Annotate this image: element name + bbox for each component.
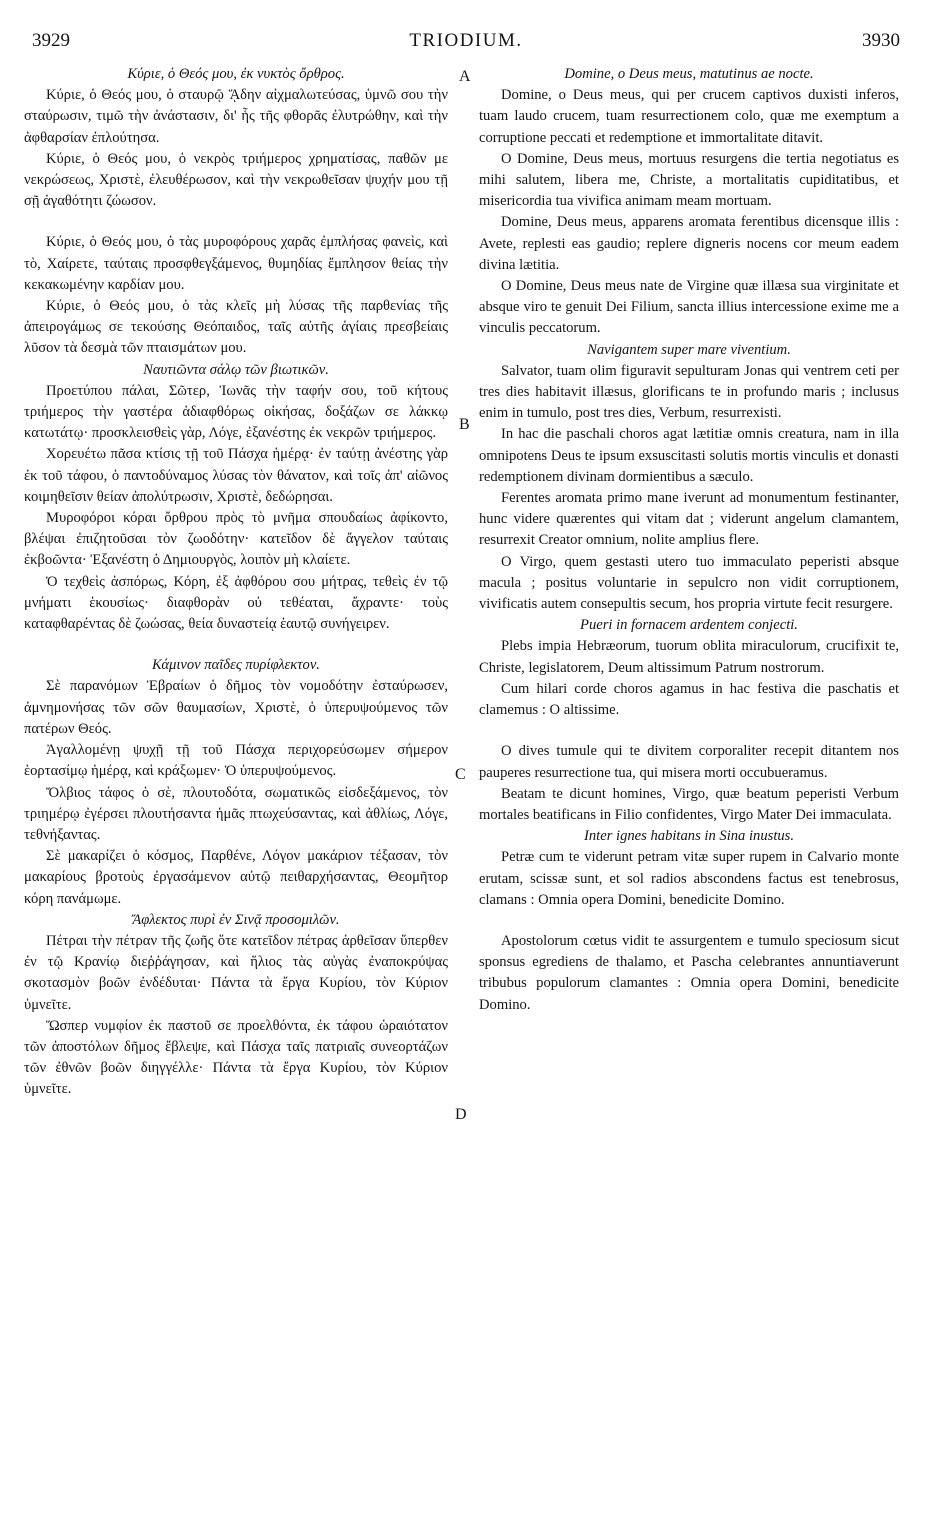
paragraph-gap (24, 212, 448, 232)
paragraph: Cum hilari corde choros agamus in hac festiva die paschatis et clamemus : O altissime. (479, 680, 899, 719)
paragraph: Plebs impia Hebræorum, tuorum oblita miraculorum, crucifixit te, Christe, legislatorem, Deum altissimum Patrum nostrorum. (479, 638, 899, 676)
paragraph: Petræ cum te viderunt petram vitæ super rupem in Calvario monte erutam, scissæ sunt, et sol radios abscondens factus est tenebrosus, clamans : Omnia opera Domini, benedicite Domino. (479, 849, 899, 908)
margin-letter-b: B (459, 416, 470, 433)
margin-letter-c: C (455, 766, 466, 783)
paragraph: O Virgo, quem gestasti utero tuo immaculato peperisti absque macula ; positus voluntarie in sepulcro non vidit corruptionem, vivificatis autem consepultis secum, hos propria virtute fecit resurgere. (479, 553, 899, 613)
margin-letter-d: D (455, 1106, 467, 1123)
paragraph: Κύριε, ὁ Θεός μου, ὁ σταυρῷ ᾍδην αἰχμαλωτεύσας, ὑμνῶ σου τὴν σταύρωσιν, τιμῶ τὴν ἀνάστασιν, δι' ἧς τῆς φθορᾶς ἐλυτρώθην, καὶ τὴν ἀφθαρσίαν ἐπλούτησα. (24, 87, 448, 146)
paragraph: Salvator, tuam olim figuravit sepulturam Jonas qui ventrem ceti per tres dies habitavit illæsus, glorificans te in profundo maris ; inclusus enim in tumulo, post tres dies, Verbum, resurrexisti. (479, 362, 899, 422)
paragraph: In hac die paschali choros agat lætitiæ omnis creatura, nam in illa omnipotens Deus te ipsum exsuscitasti solutis mortis vinculis et donasti redemptionem divinam dormientibus a sæculo. (479, 426, 899, 485)
paragraph: Σὲ μακαρίζει ὁ κόσμος, Παρθένε, Λόγον μακάριον τέξασαν, τὸν μακαρίους βροτοὺς ἐργασάμενον αὐτῷ πειθαρχήσαντας, Θεομῆτορ κόρη πανάμωμε. (24, 848, 448, 907)
paragraph: Κύριε, ὁ Θεός μου, ὁ νεκρὸς τριήμερος χρηματίσας, παθῶν με νεκρώσεως, Χριστὲ, ἐλευθέρωσον, καὶ τὴν νεκρωθεῖσαν ψυχήν μου τῇ σῇ ἀγαθότητι ζώωσον. (24, 150, 448, 210)
latin-column (479, 64, 899, 1016)
running-head (32, 30, 900, 52)
greek-column (24, 64, 448, 1101)
paragraph: Ὥσπερ νυμφίον ἐκ παστοῦ σε προελθόντα, ἐκ τάφου ὡραιότατον τῶν ἀποστόλων δῆμος ἔβλεψε, καὶ Πάσχα ταῖς πατριαῖς συνεορτάζων τῶν ἐθνῶν βοῶν διηγγέλλε· Πάντα τὰ ἔργα Κυρίου, τὸν Κύριον ὑμνεῖτε. (24, 1017, 448, 1098)
paragraph: Apostolorum cœtus vidit te assurgentem e tumulo speciosum sicut sponsus egrediens de thalamo, et Pascha celebrantes annuntiaverunt tribubus populorum clamantes : Omnia opera Domini, benedicite Domino. (479, 932, 899, 1013)
paragraph: Domine, Deus meus, apparens aromata ferentibus dicensque illis : Avete, replesti eas gaudio; replere digneris nocens cor meum eadem divina lætitia. (479, 214, 899, 273)
paragraph: Μυροφόροι κόραι ὄρθρου πρὸς τὸ μνῆμα σπουδαίως ἀφίκοντο, βλέψαι ἐπιζητοῦσαι τὸν ζωοδότην· κατεῖδον δὲ ἄγγελον ταύταις ἐκβοῶντα· Ἐξανέστη ὁ Δημιουργὸς, λοιπὸν μὴ κλαίετε. (24, 510, 448, 569)
paragraph: Ἀγαλλομένῃ ψυχῇ τῇ τοῦ Πάσχα περιχορεύσωμεν σήμερον ἑορτασίμῳ ἡμέρᾳ, καὶ κράξωμεν· Ὁ ὑπερυψούμενος. (24, 742, 448, 780)
paragraph: O Domine, Deus meus nate de Virgine quæ illæsa sua virginitate et absque viro te genuit Dei Filium, sancta illius intercessione exime me a vinculis peccatorum. (479, 278, 899, 337)
page-number-right: 3930 (862, 30, 900, 51)
paragraph: Προετύπου πάλαι, Σῶτερ, Ἰωνᾶς τὴν ταφήν σου, τοῦ κήτους τριήμερος τὴν γαστέρα ἀδιαφθόρως οἰκήσας, δοξάζων σε λάκκῳ κατωτάτῳ· προσκλεισθεὶς γὰρ, Λόγε, ἐξανέστης ἐκ νεκρῶν τριήμερος. (24, 382, 448, 442)
paragraph-gap (479, 911, 899, 931)
section-heading: Pueri in fornacem ardentem conjecti. (580, 617, 798, 634)
section-heading: Inter ignes habitans in Sina inustus. (584, 828, 794, 845)
paragraph: Ὄλβιος τάφος ὁ σὲ, πλουτοδότα, σωματικῶς εἰσδεξάμενος, τὸν τριημέρῳ ἐγέρσει πλουτήσαντα ἡμᾶς πτωχεύσαντας, καὶ ἀθλίως, Λόγε, τεθνήξαντας. (24, 784, 448, 843)
paragraph: Πέτραι τὴν πέτραν τῆς ζωῆς ὅτε κατεῖδον πέτρας ἀρθεῖσαν ὕπερθεν ἐν τῷ Κρανίῳ διεῤῥάγησαν, καὶ ἥλιος τὰς αὐγὰς ἐναποκρύψας σκοτασμὸν βοῶν ἐνδέδυται· Πάντα τὰ ἔργα Κυρίου, τὸν Κύριον ὑμνεῖτε. (24, 932, 448, 1013)
margin-letter-a: A (459, 68, 471, 85)
section-heading: Navigantem super mare viventium. (587, 341, 791, 358)
running-title: TRIODIUM. (409, 30, 523, 51)
paragraph: Κύριε, ὁ Θεός μου, ὁ τὰς κλεῖς μὴ λύσας τῆς παρθενίας τῆς ἀπειρογάμως σε τεκούσης Θεόπαιδος, ταῖς αὐτῆς ἁγίαις πρεσβείαις λῦσον τὰ δεσμὰ τῶν πταισμάτων μου. (24, 298, 448, 357)
paragraph: Χορευέτω πᾶσα κτίσις τῇ τοῦ Πάσχα ἡμέρᾳ· ἐν ταύτῃ ἀνέστης γὰρ ἐκ τοῦ τάφου, ὁ παντοδύναμος λύσας τὸν θάνατον, καὶ τοῖς ἀπ' αἰῶνος κοιμηθεῖσιν θείαν ἀπολύτρωσιν, Χριστὲ, δεδώρησαι. (24, 446, 448, 505)
page-number-left: 3929 (32, 30, 70, 51)
paragraph-gap (479, 721, 899, 741)
section-heading: Κύριε, ὁ Θεός μου, ἐκ νυκτὸς ὄρθρος. (127, 66, 345, 82)
paragraph: O dives tumule qui te divitem corporaliter recepit ditantem nos pauperes resurrectione tua, qui misera morti occubueramus. (479, 743, 899, 781)
section-heading: Ἄφλεκτος πυρὶ ἐν Σινᾷ προσομιλῶν. (132, 911, 340, 928)
paragraph: Domine, o Deus meus, qui per crucem captivos duxisti inferos, tuam laudo crucem, tuam resurrectionem colo, quæ me exemptum a corruptione peccati et redemptione et immortalitate ditavit. (479, 87, 899, 146)
section-heading: Κάμινον παῖδες πυρίφλεκτον. (152, 657, 320, 674)
paragraph: O Domine, Deus meus, mortuus resurgens die tertia negotiatus es mihi salutem, libera me, Christe, a mortalitatis cupiditatibus, et misericordia tua vivifica animam meam mortuam. (479, 150, 899, 210)
paragraph: Beatam te dicunt homines, Virgo, quæ beatum peperisti Verbum mortales beatificans in Filio confidentes, Virgo Mater Dei immaculata. (479, 785, 899, 823)
paragraph: Ferentes aromata primo mane iverunt ad monumentum festinanter, hunc videre quærentes qui vitam dat ; viderunt angelum clamantem, resurrexit Creator omnium, nolite amplius flere. (479, 490, 899, 549)
paragraph: Ὁ τεχθεὶς ἀσπόρως, Κόρη, ἐξ ἀφθόρου σου μήτρας, τεθεὶς ἐν τῷ μνήματι ἑκουσίως· διαφθορὰν οὐ τεθέαται, ἄχραντε· τοὺς καταφθαρέντας δὲ ζωώσας, θεία δυναστείᾳ ἑαυτῷ συνήγειρεν. (24, 573, 448, 633)
section-heading: Ναυτιῶντα σάλῳ τῶν βιωτικῶν. (143, 361, 329, 378)
paragraph: Κύριε, ὁ Θεός μου, ὁ τὰς μυροφόρους χαρᾶς ἐμπλήσας φανεὶς, καὶ τὸ, Χαίρετε, ταύταις προσφθεγξάμενος, θυμηδίας ἔμπλησον θείας τὴν κεκακωμένην καρδίαν μου. (24, 234, 448, 293)
paragraph-gap (24, 635, 448, 655)
section-heading: Domine, o Deus meus, matutinus ae nocte. (564, 66, 814, 82)
paragraph: Σὲ παρανόμων Ἑβραίων ὁ δῆμος τὸν νομοδότην ἐσταύρωσεν, ἀμνημονήσας τῶν σῶν θαυμασίων, Χριστὲ, ὁ ὑπερυψούμενος τῶν πατέρων Θεός. (24, 678, 448, 737)
